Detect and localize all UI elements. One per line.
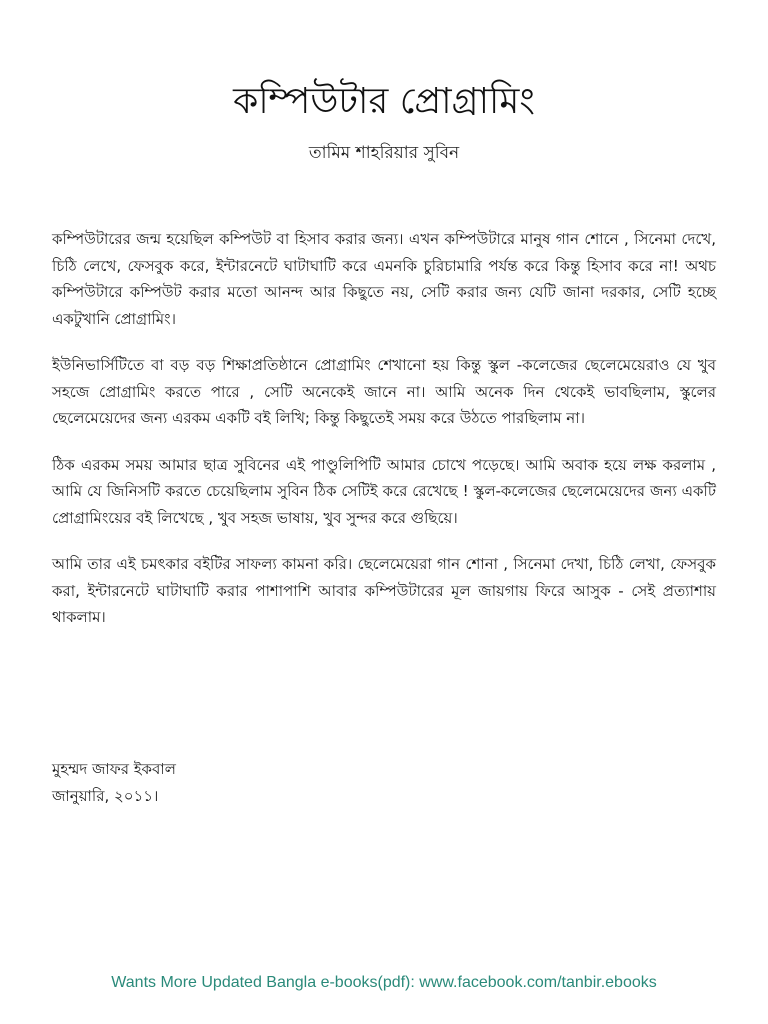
paragraph-4: আমি তার এই চমৎকার বইটির সাফল্য কামনা করি। ছেলেমেয়েরা গান শোনা , সিনেমা দেখা, চিঠি লেখা, ফেসবুক করা, ইন্টারনেটে ঘাটাঘাটি করার পাশাপাশি আবার কম্পিউটারের মূল জায়গায় ফিরে আসুক - সেই প্রত্যাশায় থাকলাম। bbox=[52, 555, 716, 626]
paragraph-1: কম্পিউটারের জন্ম হয়েছিল কম্পিউট বা হিসাব করার জন্য। এখন কম্পিউটারে মানুষ গান শোনে , সিনেমা দেখে, চিঠি লেখে, ফেসবুক করে, ইন্টারনেটে ঘাটাঘাটি করে এমনকি চুরিচামারি পর্যন্ত করে কিন্তু হিসাব করে না! অথচ কম্পিউটারে কম্পিউট করার মতো আনন্দ আর কিছুতে নয়, সেটি করার জন্য যেটি জানা দরকার, সেটি হচ্ছে একটুখানি প্রোগ্রামিং। bbox=[52, 230, 716, 328]
author-name: তামিম শাহরিয়ার সুবিন bbox=[308, 143, 460, 163]
footer-link[interactable]: Wants More Updated Bangla e-books(pdf): www.facebook.com/tanbir.ebooks bbox=[111, 974, 657, 991]
document-body bbox=[52, 226, 716, 651]
signature-block bbox=[52, 756, 452, 809]
signature-name: মুহম্মদ জাফর ইকবাল bbox=[52, 760, 176, 778]
paragraph-2: ইউনিভার্সিটিতে বা বড় বড় শিক্ষাপ্রতিষ্ঠানে প্রোগ্রামিং শেখানো হয় কিন্তু স্কুল -কলেজের ছেলেমেয়েরাও যে খুব সহজে প্রোগ্রামিং করতে পারে , সেটি অনেকেই জানে না। আমি অনেক দিন থেকেই ভাবছিলাম, স্কুলের ছেলেমেয়েদের জন্য এরকম একটি বই লিখি; কিন্তু কিছুতেই সময় করে উঠতে পারছিলাম না। bbox=[52, 356, 716, 427]
signature-date: জানুয়ারি, ২০১১। bbox=[52, 786, 159, 805]
document-title: কম্পিউটার প্রোগ্রামিং bbox=[233, 81, 535, 122]
paragraph-3: ঠিক এরকম সময় আমার ছাত্র সুবিনের এই পাণ্ডুলিপিটি আমার চোখে পড়েছে। আমি অবাক হয়ে লক্ষ করলাম , আমি যে জিনিসটি করতে চেয়েছিলাম সুবিন ঠিক সেটিই করে রেখেছে ! স্কুল-কলেজের ছেলেমেয়েদের জন্য একটি প্রোগ্রামিংয়ের বই লিখেছে , খুব সহজ ভাষায়, খুব সুন্দর করে গুছিয়ে। bbox=[52, 455, 716, 527]
